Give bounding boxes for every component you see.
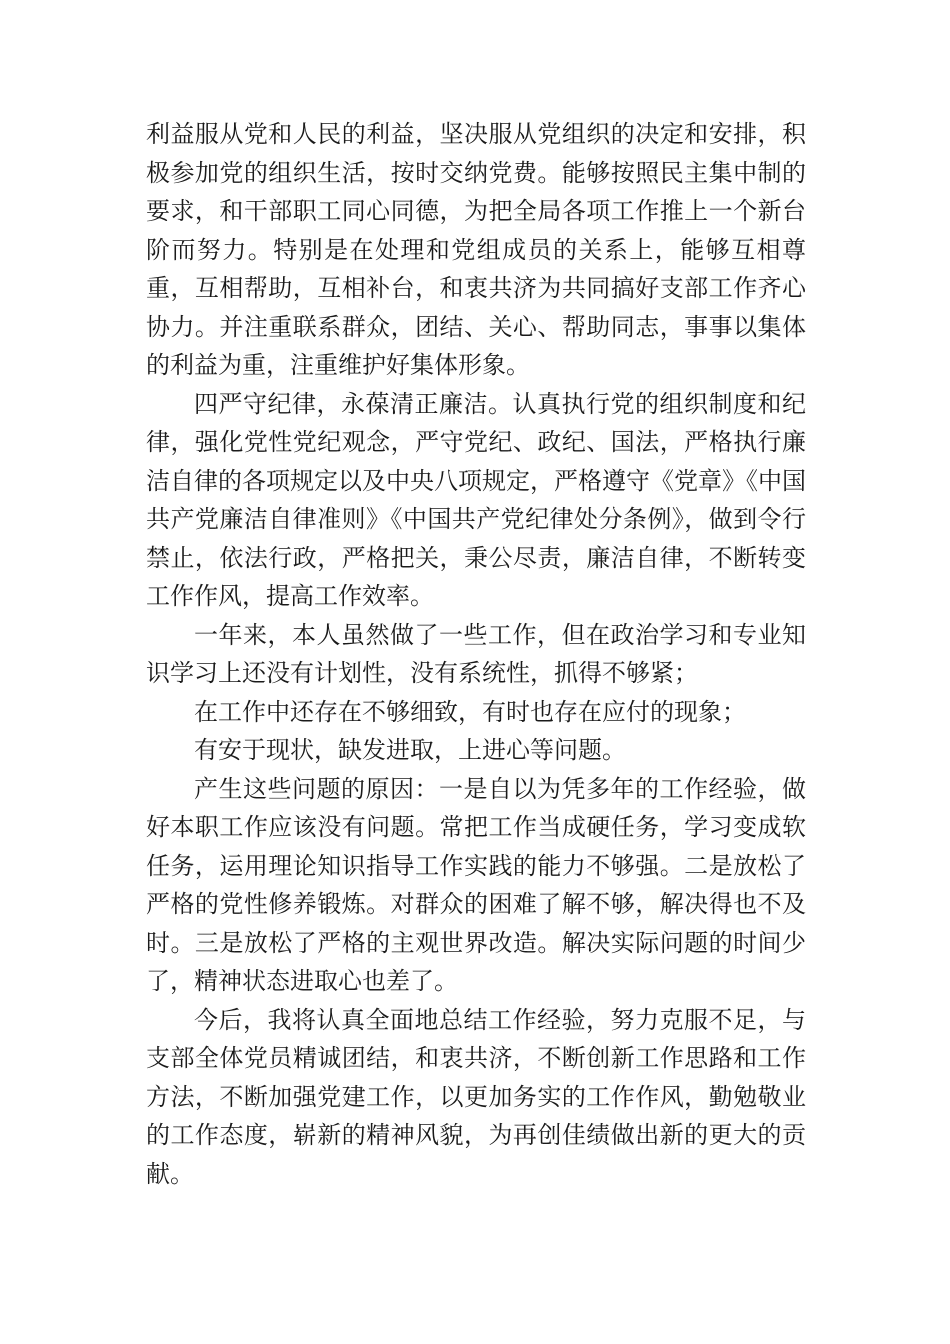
paragraph-causes: 产生这些问题的原因：一是自以为凭多年的工作经验，做好本职工作应该没有问题。常把工作当成硬任务，学习变成软任务，运用理论知识指导工作实践的能力不够强。二是放松了严格的党性修养锻炼。对群众的困难了解不够，解决得也不及时。三是放松了严格的主观世界改造。解决实际问题的时间少了，精神状态进取心也差了。	[146, 774, 806, 995]
paragraph-shortcomings-attitude: 有安于现状，缺发进取，上进心等问题。	[194, 736, 626, 764]
paragraph-continuation: 利益服从党和人民的利益，坚决服从党组织的决定和安排，积极参加党的组织生活，按时交纳党费。能够按照民主集中制的要求，和干部职工同心同德，为把全局各项工作推上一个新台阶而努力。特别是在处理和党组成员的关系上，能够互相尊重，互相帮助，互相补台，和衷共济为共同搞好支部工作齐心协力。并注重联系群众，团结、关心、帮助同志，事事以集体的利益为重，注重维护好集体形象。	[146, 120, 806, 379]
paragraph-shortcomings-study: 一年来，本人虽然做了一些工作，但在政治学习和专业知识学习上还没有计划性，没有系统性，抓得不够紧；	[146, 620, 806, 687]
paragraph-future-plans: 今后，我将认真全面地总结工作经验，努力克服不足，与支部全体党员精诚团结，和衷共济，不断创新工作思路和工作方法，不断加强党建工作，以更加务实的工作作风，勤勉敬业的工作态度，崭新的精神风貌，为再创佳绩做出新的更大的贡献。	[146, 1005, 806, 1188]
paragraph-discipline: 四严守纪律，永葆清正廉洁。认真执行党的组织制度和纪律，强化党性党纪观念，严守党纪、政纪、国法，严格执行廉洁自律的各项规定以及中央八项规定，严格遵守《党章》《中国共产党廉洁自律准则》《中国共产党纪律处分条例》，做到令行禁止，依法行政，严格把关，秉公尽责，廉洁自律，不断转变工作作风，提高工作效率。	[146, 389, 806, 610]
paragraph-shortcomings-work: 在工作中还存在不够细致，有时也存在应付的现象；	[194, 697, 746, 726]
document-body	[146, 115, 806, 1193]
